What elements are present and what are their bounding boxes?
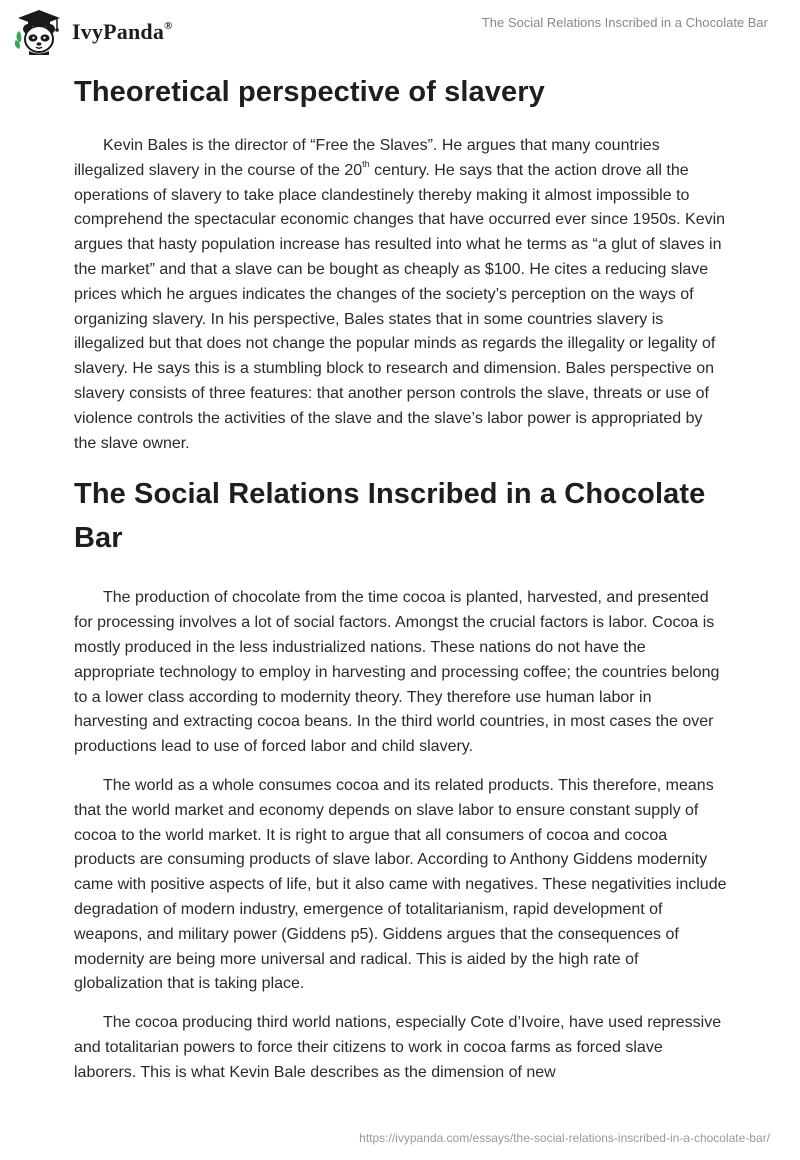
header-doc-title: The Social Relations Inscribed in a Chocolate Bar bbox=[481, 15, 768, 30]
ivypanda-logo[interactable] bbox=[14, 8, 173, 56]
panda-graduate-icon bbox=[14, 9, 64, 55]
paragraph: The cocoa producing third world nations, especially Cote d’Ivoire, have used repressive and totalitarian powers to force their citizens to work in cocoa farms as forced slave laborers. This is what Kevin Bale describes as the dimension of new bbox=[74, 1014, 722, 1081]
page-header bbox=[0, 0, 800, 64]
section-heading-social-relations: The Social Relations Inscribed in a Chocolate Bar bbox=[74, 478, 706, 555]
registered-mark: ® bbox=[164, 19, 173, 32]
ordinal-suffix: th bbox=[362, 159, 370, 170]
section-heading-theoretical: Theoretical perspective of slavery bbox=[74, 76, 545, 108]
essay-body bbox=[74, 70, 728, 1100]
brand-name: IvyPanda® bbox=[72, 19, 173, 44]
paragraph: Kevin Bales is the director of “Free the Slaves”. He argues that many countries illegalized slavery in the course of the 20th century. He says that the action drove all the operations of slavery to take place clandestinely thereby making it almost impossible to comprehend the spectacular economic changes that have occurred ever since 1950s. Kevin argues that hasty population increase has resulted into what he terms as “a glut of slaves in the market” and that a slave can be bought as cheaply as $100. He cites a reducing slave prices which he argues indicates the changes of the society’s perception on the ways of organizing slavery. In his perspective, Bales states that in some countries slavery is illegalized but that does not change the popular minds as regards the illegality or legality of slavery. He says this is a stumbling block to research and dimension. Bales perspective on slavery consists of three features: that another person controls the slave, threats or use of violence controls the activities of the slave and the slave’s labor power is appropriated by the slave owner. bbox=[74, 137, 726, 452]
paragraph: The production of chocolate from the time cocoa is planted, harvested, and presented for processing involves a lot of social factors. Amongst the crucial factors is labor. Cocoa is mostly produced in the less industrialized nations. These nations do not have the appropriate technology to employ in harvesting and processing coffee; the countries belong to a lower class according to modernity theory. They therefore use human labor in harvesting and extracting cocoa beans. In the third world countries, in most cases the over productions lead to use of forced labor and child slavery. bbox=[74, 589, 720, 756]
paragraph: The world as a whole consumes cocoa and its related products. This therefore, means that the world market and economy depends on slave labor to ensure constant supply of cocoa to the world market. It is right to argue that all consumers of cocoa and cocoa products are consuming products of slave labor. According to Anthony Giddens modernity came with positive aspects of life, but it also came with negatives. These negativities include degradation of modern industry, emergence of totalitarianism, rapid development of weapons, and military power (Giddens p5). Giddens argues that the consequences of modernity are being more universal and radical. This is aided by the high rate of globalization that is taking place. bbox=[74, 776, 727, 993]
source-url-link[interactable]: https://ivypanda.com/essays/the-social-relations-inscribed-in-a-chocolate-bar/ bbox=[359, 1131, 770, 1145]
